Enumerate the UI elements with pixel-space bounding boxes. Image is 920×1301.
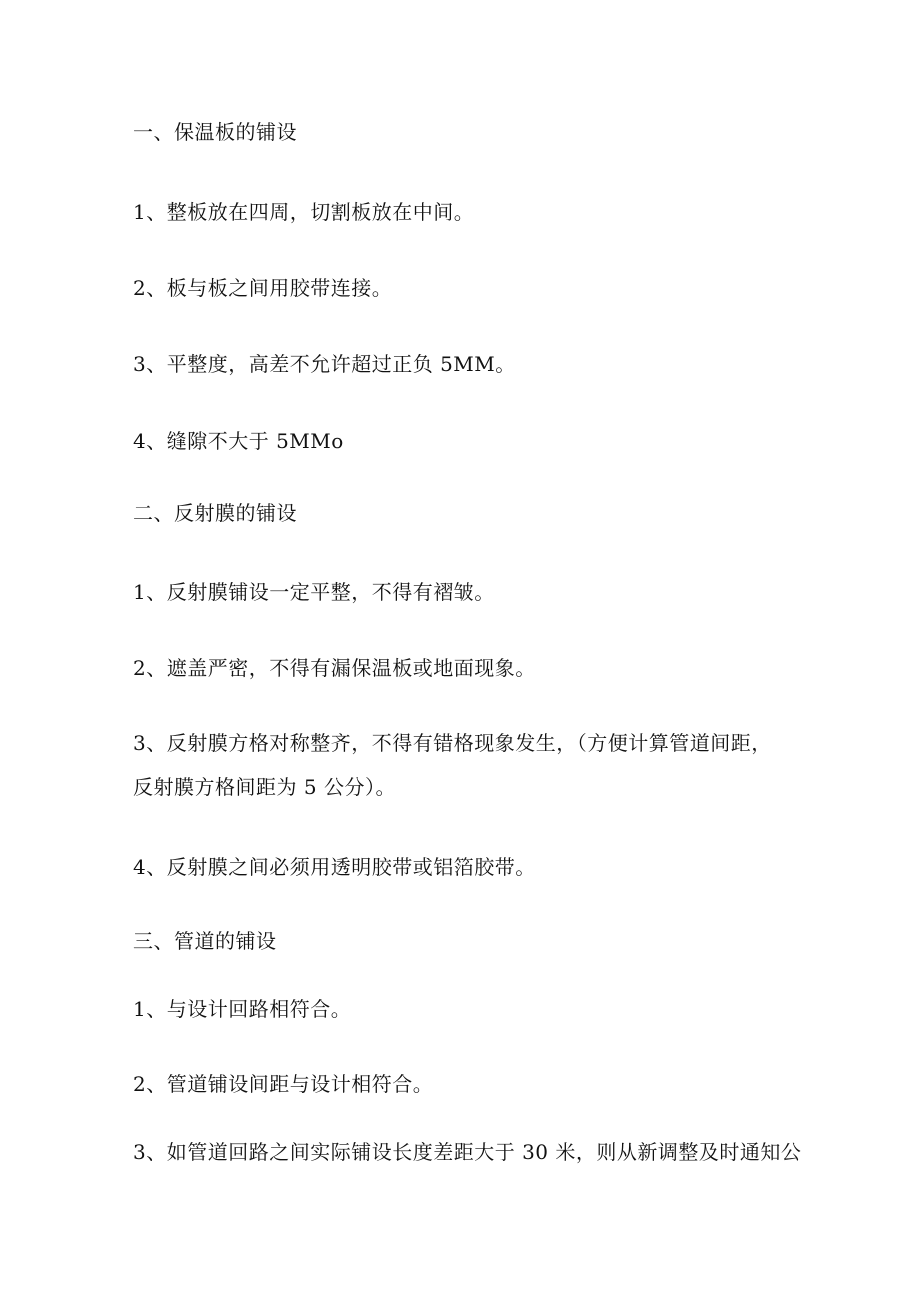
paragraph-1-4: 4、缝隙不大于 5MMo xyxy=(133,429,344,453)
paragraph-1-2: 2、板与板之间用胶带连接。 xyxy=(133,276,393,300)
paragraph-2-1: 1、反射膜铺设一定平整，不得有褶皱。 xyxy=(133,580,495,604)
paragraph-2-4: 4、反射膜之间必须用透明胶带或铝箔胶带。 xyxy=(133,855,536,879)
section-heading-1: 一、保温板的铺设 xyxy=(133,120,297,144)
section-heading-3: 三、管道的铺设 xyxy=(133,929,277,953)
paragraph-1-3: 3、平整度，高差不允许超过正负 5MM。 xyxy=(133,352,516,376)
paragraph-2-3-continued: 反射膜方格间距为 5 公分）。 xyxy=(133,775,396,799)
paragraph-2-3: 3、反射膜方格对称整齐，不得有错格现象发生，（方便计算管道间距， xyxy=(133,731,772,755)
paragraph-3-3: 3、如管道回路之间实际铺设长度差距大于 30 米，则从新调整及时通知公 xyxy=(133,1140,802,1164)
paragraph-3-1: 1、与设计回路相符合。 xyxy=(133,997,352,1021)
paragraph-2-2: 2、遮盖严密，不得有漏保温板或地面现象。 xyxy=(133,656,536,680)
paragraph-1-1: 1、整板放在四周，切割板放在中间。 xyxy=(133,200,475,224)
section-heading-2: 二、反射膜的铺设 xyxy=(133,501,297,525)
paragraph-3-2: 2、管道铺设间距与设计相符合。 xyxy=(133,1072,434,1096)
